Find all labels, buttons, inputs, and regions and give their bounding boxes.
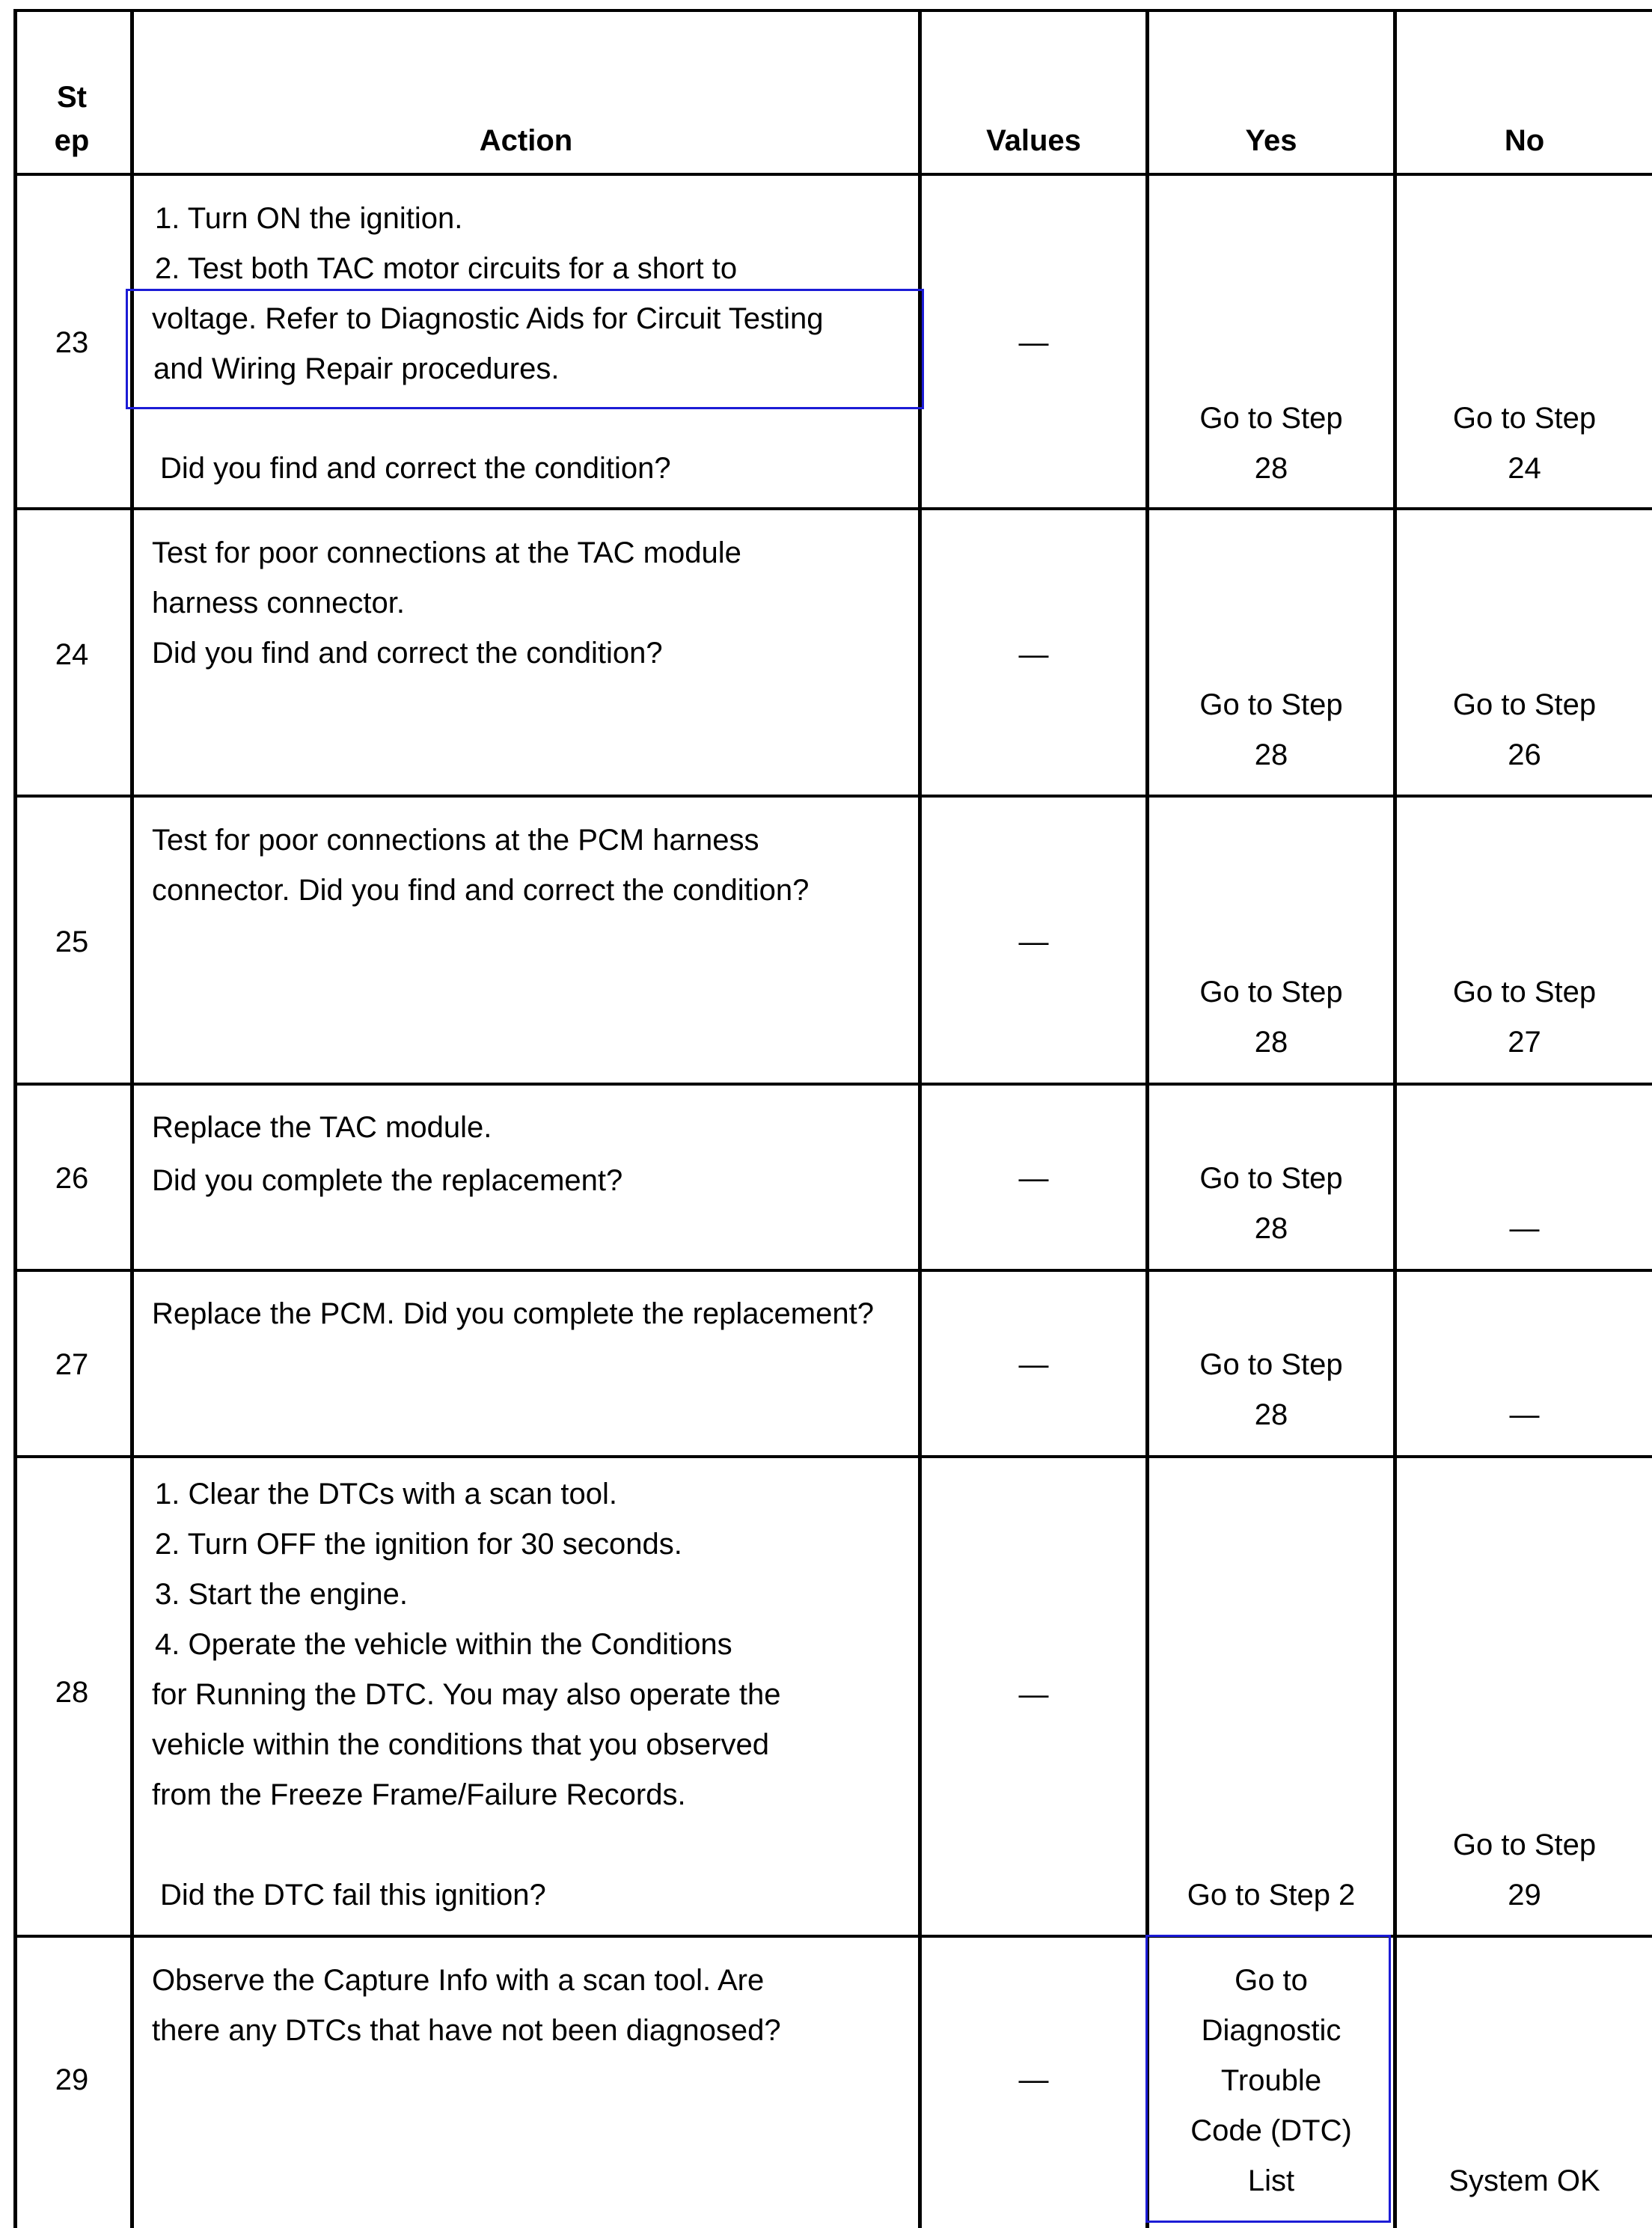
step-number: 24 [55, 638, 89, 671]
yes-cell: 28 [1254, 1026, 1288, 1059]
header-action: Action [479, 124, 573, 157]
row-divider [13, 1935, 1652, 1938]
action-text: Replace the TAC module. [152, 1111, 492, 1144]
action-text: vehicle within the conditions that you observed [152, 1728, 769, 1761]
step-number: 28 [55, 1676, 89, 1709]
yes-cell: Code (DTC) [1190, 2114, 1352, 2147]
yes-cell: Go to Step [1199, 976, 1343, 1009]
no-cell: Go to Step [1452, 1828, 1597, 1861]
action-question: Did you find and correct the condition? [160, 452, 671, 485]
action-text: 1. Clear the DTCs with a scan tool. [155, 1478, 618, 1511]
value-cell: — [1018, 1162, 1049, 1195]
value-cell: — [1018, 638, 1049, 671]
action-text: voltage. Refer to Diagnostic Aids for Circuit Testing [152, 302, 824, 335]
row-divider [13, 1083, 1652, 1086]
action-question: Did you complete the replacement? [152, 1164, 623, 1197]
yes-cell: 28 [1254, 1398, 1288, 1431]
row-divider [13, 795, 1652, 798]
step-number: 27 [55, 1348, 89, 1381]
step-number: 25 [55, 925, 89, 958]
yes-cell: Go to [1235, 1964, 1308, 1997]
yes-cell: Go to Step [1199, 1162, 1343, 1195]
row-divider [13, 1455, 1652, 1458]
yes-cell: Go to Step [1199, 1348, 1343, 1381]
yes-cell: Diagnostic [1201, 2014, 1342, 2047]
no-cell: Go to Step [1452, 976, 1597, 1009]
no-cell: System OK [1448, 2164, 1600, 2197]
header-step: ep [54, 124, 90, 157]
action-question: Did you find and correct the condition? [152, 637, 663, 670]
value-cell: — [1018, 925, 1049, 958]
no-cell: 27 [1508, 1026, 1541, 1059]
header-values: Values [986, 124, 1081, 157]
action-text: harness connector. [152, 587, 405, 619]
yes-cell: 28 [1254, 1212, 1288, 1245]
action-text: for Running the DTC. You may also operate the [152, 1678, 781, 1711]
yes-cell: List [1247, 2164, 1295, 2197]
action-question: Replace the PCM. Did you complete the replacement? [152, 1297, 874, 1330]
table-border-top [13, 9, 1652, 12]
no-cell: 24 [1508, 452, 1541, 485]
action-text: Test for poor connections at the TAC module [152, 536, 741, 569]
header-divider [13, 173, 1652, 176]
no-cell: 29 [1508, 1879, 1541, 1912]
no-cell: Go to Step [1452, 402, 1597, 435]
step-number: 29 [55, 2063, 89, 2096]
action-text: Observe the Capture Info with a scan tool. Are [152, 1964, 765, 1997]
action-text: and Wiring Repair procedures. [153, 352, 560, 385]
no-cell: — [1509, 1398, 1540, 1431]
value-cell: — [1018, 326, 1049, 359]
header-yes: Yes [1245, 124, 1297, 157]
no-cell: Go to Step [1452, 688, 1597, 721]
yes-cell: Trouble [1220, 2064, 1322, 2097]
action-text: 1. Turn ON the ignition. [155, 202, 463, 235]
header-no: No [1504, 124, 1545, 157]
yes-cell: 28 [1254, 452, 1288, 485]
no-cell: 26 [1508, 738, 1541, 771]
action-text: Test for poor connections at the PCM harness [152, 824, 759, 857]
action-text: 2. Turn OFF the ignition for 30 seconds. [155, 1528, 682, 1561]
yes-cell: Go to Step [1199, 688, 1343, 721]
value-cell: — [1018, 1348, 1049, 1381]
yes-cell: Go to Step 2 [1187, 1879, 1356, 1912]
value-cell: — [1018, 1678, 1049, 1711]
value-cell: — [1018, 2063, 1049, 2096]
header-step: St [57, 81, 87, 114]
action-text: 4. Operate the vehicle within the Conditions [155, 1628, 732, 1661]
action-question: Did the DTC fail this ignition? [160, 1879, 546, 1912]
step-number: 26 [55, 1162, 89, 1195]
action-text: from the Freeze Frame/Failure Records. [152, 1778, 686, 1811]
yes-cell: Go to Step [1199, 402, 1343, 435]
row-divider [13, 507, 1652, 510]
action-text: connector. Did you find and correct the condition? [152, 874, 810, 907]
action-question: there any DTCs that have not been diagnosed? [152, 2014, 781, 2047]
action-text: 2. Test both TAC motor circuits for a short to [155, 252, 738, 285]
step-number: 23 [55, 326, 89, 359]
yes-cell: 28 [1254, 738, 1288, 771]
row-divider [13, 1269, 1652, 1272]
no-cell: — [1509, 1212, 1540, 1245]
action-text: 3. Start the engine. [155, 1578, 409, 1611]
